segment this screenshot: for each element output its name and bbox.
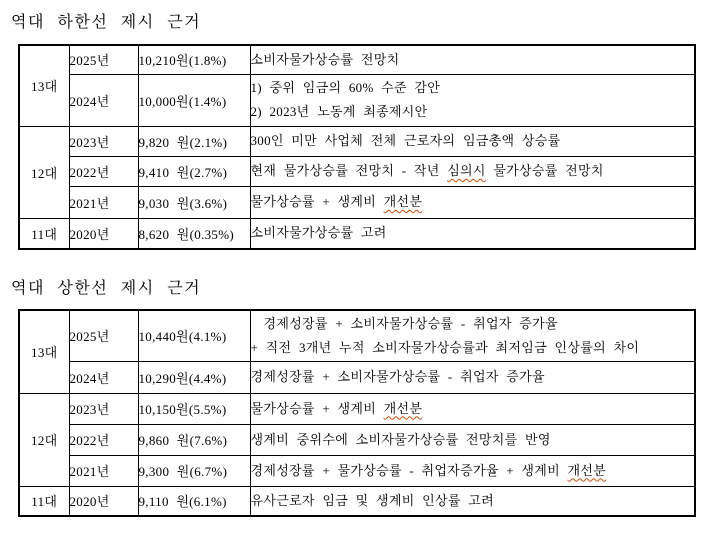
amount-cell: 10,440원(4.1%) [138,310,250,361]
year-cell: 2024년 [69,361,138,393]
misspelled-word: 개선분 [383,194,423,209]
table-row [19,186,695,218]
year-cell: 2025년 [69,310,138,361]
year-cell: 2025년 [69,45,138,74]
era-cell: 12대 [19,126,69,218]
basis-cell: 유사근로자 임금 및 생계비 인상률 고려 [250,486,695,516]
table-row [19,74,695,126]
lower-table-title: 역대 하한선 제시 근거 [11,14,202,31]
table-row [19,393,695,424]
amount-cell: 9,860 원(7.6%) [138,424,250,455]
basis-cell: 경제성장률 + 소비자물가상승률 - 취업자 증가율 [250,361,695,393]
era-cell: 13대 [19,310,69,393]
table-row [19,486,695,516]
year-cell: 2023년 [69,126,138,156]
basis-text: 현재 물가상승률 전망치 - 작년 [250,163,448,178]
era-cell: 11대 [19,486,69,516]
basis-cell [250,74,695,126]
basis-line: 경제성장률 + 소비자물가상승률 - 취업자 증가율 [263,315,558,331]
year-cell: 2024년 [69,74,138,126]
table-row [19,156,695,186]
basis-cell: 소비자물가상승률 고려 [250,218,695,249]
table-row [19,45,695,74]
basis-cell: 소비자물가상승률 전망치 [250,45,695,74]
amount-cell: 10,000원(1.4%) [138,74,250,126]
amount-cell: 9,110 원(6.1%) [138,486,250,516]
upper-bound-table [18,309,696,517]
basis-cell [250,310,695,361]
year-cell: 2022년 [69,424,138,455]
year-cell: 2022년 [69,156,138,186]
year-cell: 2021년 [69,186,138,218]
basis-text: 물가상승률 + 생계비 [250,400,384,416]
basis-text: 물가상승률 + 생계비 [250,194,384,209]
amount-cell: 9,820 원(2.1%) [138,126,250,156]
basis-line: + 직전 3개년 누적 소비자물가상승률과 최저임금 인상률의 차이 [250,339,640,355]
basis-text: 물가상승률 전망치 [485,163,604,178]
year-cell: 2020년 [69,486,138,516]
basis-cell: 생계비 중위수에 소비자물가상승률 전망치를 반영 [250,424,695,455]
basis-cell [250,393,695,424]
table-row [19,455,695,486]
amount-cell: 10,290원(4.4%) [138,361,250,393]
year-cell: 2021년 [69,455,138,486]
amount-cell: 9,300 원(6.7%) [138,455,250,486]
amount-cell: 10,150원(5.5%) [138,393,250,424]
amount-cell: 10,210원(1.8%) [138,45,250,74]
table-row [19,310,695,361]
table-row [19,126,695,156]
basis-cell: 300인 미만 사업체 전체 근로자의 임금총액 상승률 [250,126,695,156]
misspelled-word: 개선분 [567,462,607,478]
table-row [19,361,695,393]
amount-cell: 8,620 원(0.35%) [138,218,250,249]
era-cell: 13대 [19,45,69,126]
basis-line: 2) 2023년 노동계 최종제시안 [250,104,428,119]
basis-cell [250,455,695,486]
basis-cell [250,156,695,186]
year-cell: 2020년 [69,218,138,249]
basis-line: 1) 중위 임금의 60% 수준 감안 [250,80,441,95]
era-cell: 12대 [19,393,69,486]
lower-bound-table [18,44,696,250]
amount-cell: 9,030 원(3.6%) [138,186,250,218]
table-row [19,424,695,455]
basis-cell [250,186,695,218]
era-cell: 11대 [19,218,69,249]
misspelled-word: 개선분 [383,400,423,416]
table-row [19,218,695,249]
upper-table-title: 역대 상한선 제시 근거 [11,280,202,297]
amount-cell: 9,410 원(2.7%) [138,156,250,186]
year-cell: 2023년 [69,393,138,424]
basis-text: 경제성장률 + 물가상승률 - 취업자증가율 + 생계비 [250,462,568,478]
misspelled-word: 심의시 [447,163,486,178]
